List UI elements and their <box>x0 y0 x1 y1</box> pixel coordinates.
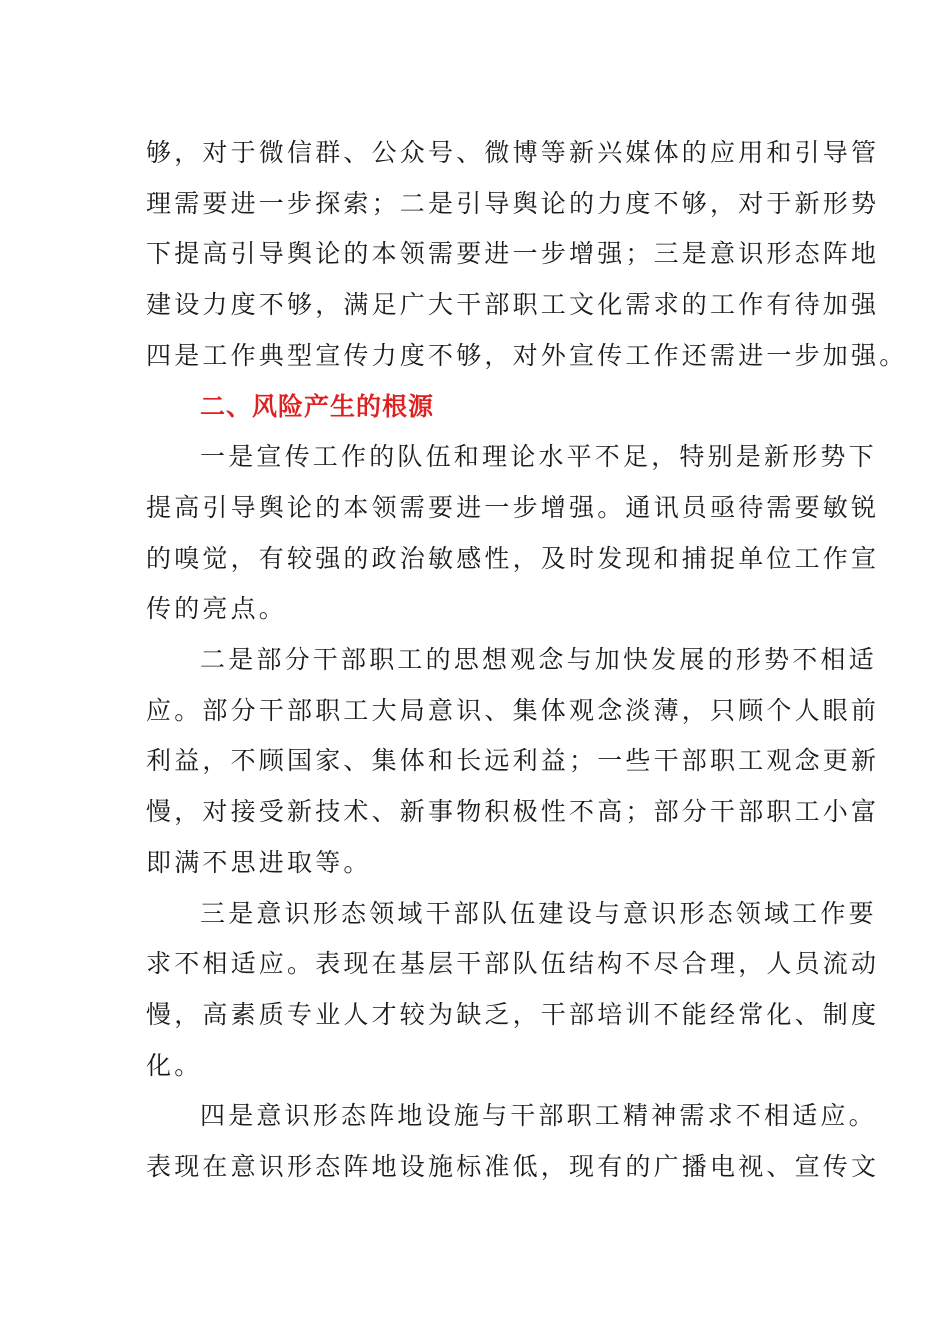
text-line: 的嗅觉，有较强的政治敏感性，及时发现和捕捉单位工作宣 <box>146 543 880 573</box>
text-line: 表现在意识形态阵地设施标准低，现有的广播电视、宣传文 <box>146 1152 880 1182</box>
text-line: 慢，高素质专业人才较为缺乏，干部培训不能经常化、制度 <box>146 999 880 1029</box>
text-line: 够，对于微信群、公众号、微博等新兴媒体的应用和引导管 <box>146 138 880 167</box>
text-line: 理需要进一步探索；二是引导舆论的力度不够，对于新形势 <box>146 188 880 218</box>
text-line: 传的亮点。 <box>146 594 288 624</box>
text-line: 化。 <box>146 1050 203 1080</box>
paragraph-2 <box>146 635 880 889</box>
text-line: 利益，不顾国家、集体和长远利益；一些干部职工观念更新 <box>146 746 880 776</box>
text-line: 四是意识形态阵地设施与干部职工精神需求不相适应。 <box>200 1101 877 1131</box>
paragraph-4 <box>146 1091 880 1192</box>
text-line: 提高引导舆论的本领需要进一步增强。通讯员亟待需要敏锐 <box>146 492 880 522</box>
text-line: 下提高引导舆论的本领需要进一步增强；三是意识形态阵地 <box>146 239 880 269</box>
paragraph-3 <box>146 889 880 1092</box>
document-body <box>146 128 908 1193</box>
text-line: 四是工作典型宣传力度不够，对外宣传工作还需进一步加强。 <box>146 340 908 370</box>
text-line: 应。部分干部职工大局意识、集体观念淡薄，只顾个人眼前 <box>146 695 880 725</box>
section-heading: 二、风险产生的根源 <box>200 391 435 421</box>
paragraph-1 <box>146 432 880 635</box>
text-line: 三是意识形态领域干部队伍建设与意识形态领域工作要 <box>200 898 877 928</box>
text-line: 二是部分干部职工的思想观念与加快发展的形势不相适 <box>200 645 877 675</box>
text-line: 一是宣传工作的队伍和理论水平不足，特别是新形势下 <box>200 442 877 472</box>
text-line: 即满不思进取等。 <box>146 847 372 877</box>
text-line: 慢，对接受新技术、新事物积极性不高；部分干部职工小富 <box>146 797 880 827</box>
paragraph-continued <box>146 128 908 382</box>
text-line: 求不相适应。表现在基层干部队伍结构不尽合理，人员流动 <box>146 949 880 979</box>
text-line: 建设力度不够，满足广大干部职工文化需求的工作有待加强 <box>146 290 880 320</box>
